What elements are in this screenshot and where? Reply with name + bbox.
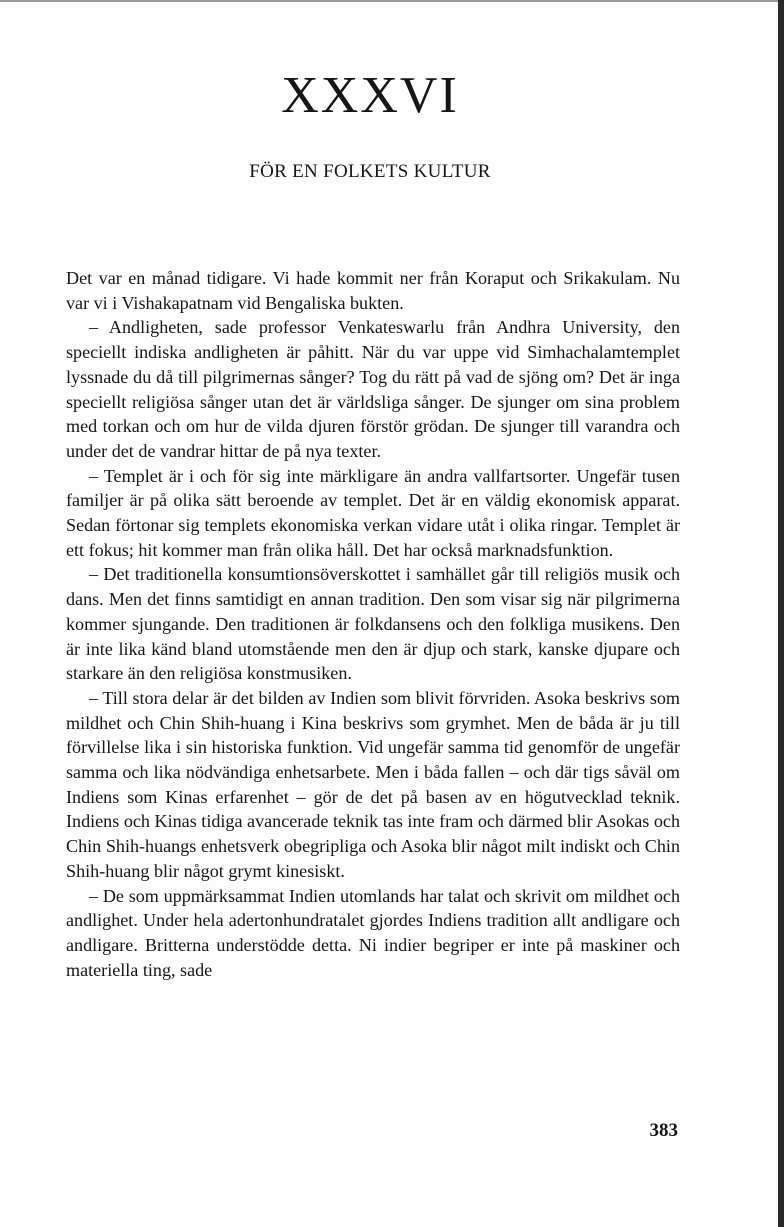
page-number: 383 <box>649 1120 678 1141</box>
paragraph-3: – Templet är i och för sig inte märkligare än andra vallfartsorter. Ungefär tusen familjer är på olika sätt beroende av templet. Det är en väldig ekonomisk apparat. Sedan förtonar sig templets ekonomiska verkan vidare utåt i olika ringar. Templet är ett fokus; hit kommer man från olika håll. Det har också marknadsfunktion. <box>66 465 680 560</box>
paragraph-6: – De som uppmärksammat Indien utomlands har talat och skrivit om mildhet och andlighet. Under hela adertonhundratalet gjordes Indiens tradition allt andligare och andligare. Britterna understödde detta. Ni indier begriper er inte på maskiner och materiella ting, sade <box>66 885 680 980</box>
page-right-edge <box>778 0 784 1227</box>
chapter-title: FÖR EN FOLKETS KULTUR <box>249 161 491 182</box>
body-text <box>66 266 680 982</box>
paragraph-5: – Till stora delar är det bilden av Indien som blivit förvriden. Asoka beskrivs som mildhet och Chin Shih-huang i Kina beskrivs som grymhet. Men de båda är ju till förvillelse lika i sin historiska funktion. Vid ungefär samma tid genomför de ungefär samma och lika nödvändiga enhetsarbete. Men i båda fallen – och där tigs såväl om Indiens som Kinas erfarenhet – gör de det på basen av en högutvecklad teknik. Indiens och Kinas tidiga avancerade teknik tas inte fram och därmed blir Asokas och Chin Shih-huangs enhetsverk obegripliga och Asoka blir något milt indiskt och Chin Shih-huang blir något grymt kinesiskt. <box>66 687 680 881</box>
paragraph-4: – Det traditionella konsumtionsöverskottet i samhället går till religiös musik och dans. Men det finns samtidigt en annan tradition. Den som visar sig när pilgrimerna kommer sjungande. Den traditionen är folkdansens och den folkliga musikens. Den är inte lika känd bland utomstående men den är djup och stark, kanske djupare och starkare än den religiösa konstmusiken. <box>66 564 680 684</box>
page-top-edge <box>0 0 784 2</box>
paragraph-1: Det var en månad tidigare. Vi hade kommit ner från Koraput och Srikakulam. Nu var vi i Vishakapatnam vid Bengaliska bukten. <box>66 268 680 313</box>
paragraph-2: – Andligheten, sade professor Venkateswarlu från Andhra University, den speciellt indiska andligheten är påhitt. När du var uppe vid Simhachalamtemplet lyssnade du då till pilgrimernas sånger? Tog du rätt på vad de sjöng om? Det är inga speciellt religiösa sånger utan det är världsliga sånger. De sjunger om sina problem med torkan och om hur de vilda djuren förstör grödan. De sjunger till varandra och under det de vandrar hittar de på nya texter. <box>66 317 680 461</box>
chapter-number: XXXVI <box>281 67 459 124</box>
